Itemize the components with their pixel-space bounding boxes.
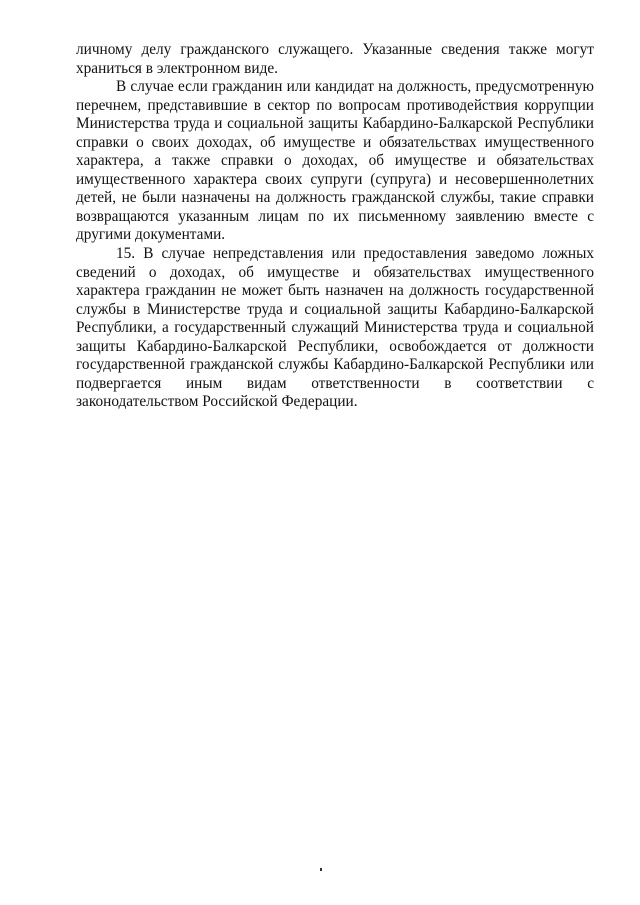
paragraph-continuation: личному делу гражданского служащего. Указанные сведения также могут храниться в электронном виде.	[76, 41, 594, 77]
document-body	[76, 41, 594, 412]
paragraph-item-15: 15. В случае непредставления или предоставления заведомо ложных сведений о доходах, об имуществе и обязательствах имущественного характера гражданин не может быть назначен на должность государственной службы в Министерстве труда и социальной защиты Кабардино-Балкарской Республики, а государственный служащий Министерства труда и социальной защиты Кабардино-Балкарской Республики, освобождается от должности государственной гражданской службы Кабардино-Балкарской Республики или подвергается иным видам ответственности в соответствии с законодательством Российской Федерации.	[76, 245, 594, 411]
page-dot-mark	[320, 868, 322, 871]
paragraph-income-statements-return: В случае если гражданин или кандидат на должность, предусмотренную перечнем, представившие в сектор по вопросам противодействия коррупции Министерства труда и социальной защиты Кабардино-Балкарской Республики справки о своих доходах, об имуществе и обязательствах имущественного характера, а также справки о доходах, об имуществе и обязательствах имущественного характера своих супруги (супруга) и несовершеннолетних детей, не были назначены на должность гражданской службы, такие справки возвращаются указанным лицам по их письменному заявлению вместе с другими документами.	[76, 78, 594, 244]
